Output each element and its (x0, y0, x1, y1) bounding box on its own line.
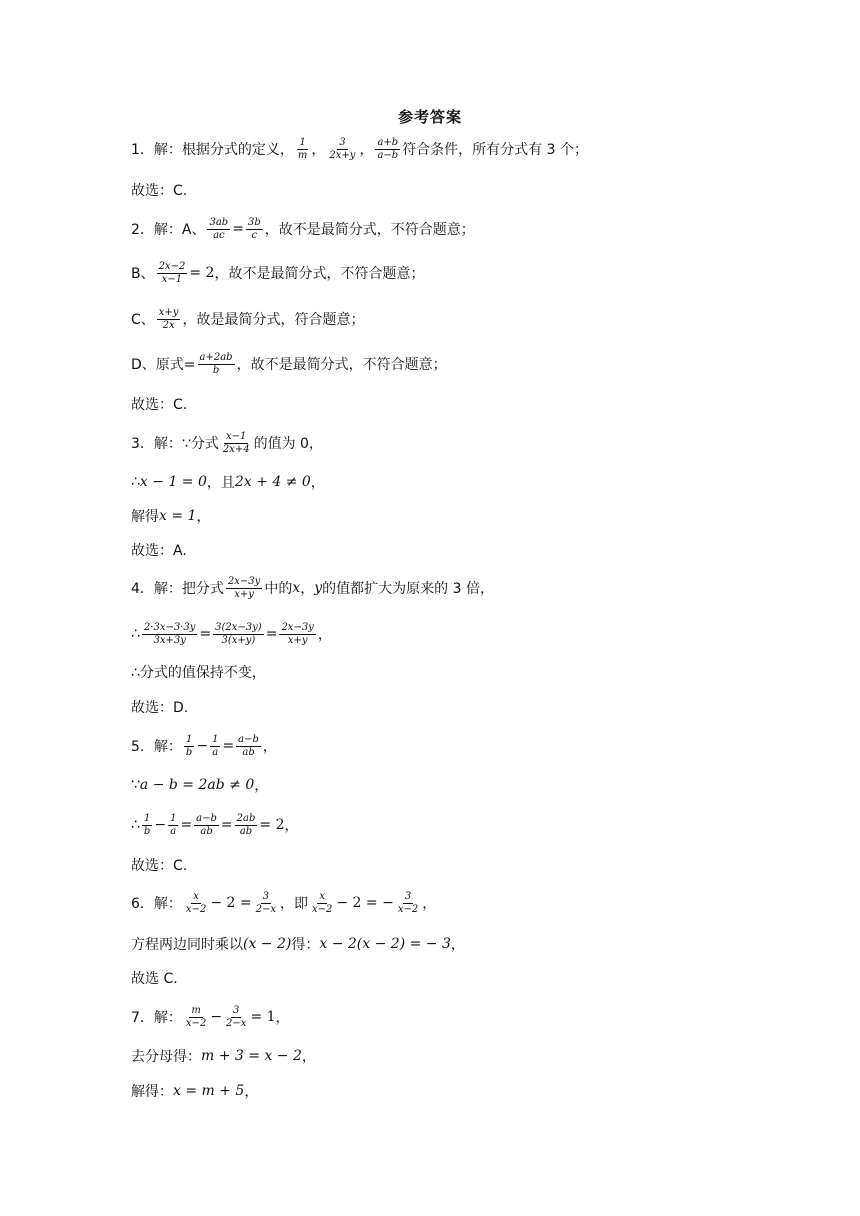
fraction (310, 891, 334, 916)
answer-4-choice (131, 692, 188, 722)
numerator: 3ab (209, 216, 229, 228)
text: ， (262, 739, 277, 755)
fraction (254, 891, 278, 916)
fraction (396, 891, 420, 916)
operator: − (196, 738, 209, 754)
answer-6-choice (131, 963, 178, 993)
denominator: a (170, 825, 177, 837)
denominator: 2x+y (329, 149, 356, 161)
fraction (157, 261, 188, 286)
math-variable: y (314, 580, 323, 596)
text: 5．解： (131, 739, 182, 755)
fraction (224, 1005, 248, 1030)
fraction (168, 813, 178, 838)
denominator: x−2 (311, 903, 333, 915)
text: ， (311, 142, 326, 158)
denominator: b (143, 825, 151, 837)
numerator: 3 (262, 890, 269, 902)
answer-2-choice (131, 389, 187, 419)
numerator: a+2ab (199, 351, 233, 363)
math-expression: x = m + 5 (173, 1083, 245, 1099)
text: 4．解：把分式 (131, 581, 224, 597)
denominator: 2x+4 (222, 443, 250, 455)
math-expression: x = 1 (159, 508, 197, 524)
answer-5-choice (131, 850, 187, 880)
text: 故选 C. (131, 971, 178, 987)
equals: = (199, 626, 212, 642)
denominator: ac (213, 229, 225, 241)
denominator: x+y (287, 634, 308, 646)
equals: = 2 (259, 817, 285, 833)
text: ，故不是最简分式，不符合题意； (264, 222, 475, 238)
operator: − 2 = − (336, 895, 394, 911)
answer-2-option-b (131, 258, 424, 288)
answer-2-option-d (131, 349, 447, 379)
operator: − (154, 817, 167, 833)
text: ， (300, 581, 315, 597)
numerator: a−b (238, 733, 259, 745)
equals: = 1 (250, 1009, 276, 1025)
math-expression: x − 2(x − 2) = − 3 (319, 936, 451, 952)
text: ，且 (206, 475, 235, 491)
fraction (296, 137, 309, 162)
denominator: c (251, 229, 258, 241)
text: ， (275, 1010, 290, 1026)
text: 解得 (131, 509, 159, 525)
text: 得： (291, 937, 320, 953)
numerator: 1 (170, 812, 177, 824)
numerator: 1 (185, 733, 193, 745)
text: ， (450, 937, 465, 953)
denominator: 2x (162, 319, 175, 331)
text: ∴ (131, 817, 140, 833)
answer-2-option-a (131, 214, 475, 244)
numerator: 3 (233, 1004, 240, 1016)
numerator: 1 (299, 136, 306, 148)
text: 6．解： (131, 896, 182, 912)
text: 2．解：A、 (131, 222, 206, 238)
text: ， (284, 818, 299, 834)
denominator: 2−x (226, 1017, 247, 1029)
answer-4-line (131, 573, 494, 603)
numerator: 2·3x−3·3y (143, 621, 196, 633)
equals: = 2 (189, 265, 215, 281)
fraction (375, 137, 400, 162)
text: ， (196, 509, 211, 525)
fraction (246, 217, 263, 242)
fraction (184, 1005, 208, 1030)
text: ，即 (279, 896, 308, 912)
fraction (236, 734, 261, 759)
numerator: 2x−3y (227, 575, 261, 587)
text: 1．解：根据分式的定义， (131, 142, 294, 158)
text: ，故不是最简分式，不符合题意； (236, 357, 447, 373)
text: ∵ (131, 777, 140, 793)
numerator: x+y (158, 306, 179, 318)
denominator: ab (242, 746, 255, 758)
numerator: 2x−3y (281, 621, 314, 633)
numerator: x (193, 890, 199, 902)
denominator: ab (200, 825, 213, 837)
denominator: 2−x (255, 903, 276, 915)
answer-1-line (131, 134, 588, 164)
denominator: x−2 (185, 1017, 207, 1029)
fraction (210, 734, 220, 759)
math-expression: m + 3 = x − 2 (201, 1048, 302, 1064)
text: ，故是最简分式，符合题意； (182, 312, 365, 328)
denominator: x−2 (185, 903, 207, 915)
denominator: b (212, 364, 220, 376)
text: 3．解：∵分式 (131, 436, 219, 452)
text: ∴ (131, 626, 140, 642)
fraction (213, 622, 264, 647)
fraction (184, 891, 208, 916)
equals: = (265, 626, 278, 642)
math-expression: x − 1 = 0 (139, 474, 207, 490)
fraction (207, 217, 230, 242)
equals: = (222, 738, 235, 754)
text: 符合条件，所有分式有 3 个； (402, 142, 588, 158)
text: 的值都扩大为原来的 3 倍， (322, 581, 494, 597)
answer-2-option-c (131, 304, 364, 334)
text: 去分母得： (131, 1049, 201, 1065)
denominator: x−1 (161, 273, 183, 285)
answer-3-condition (131, 467, 325, 497)
text: ，故不是最简分式，不符合题意； (214, 266, 425, 282)
numerator: 2x−2 (158, 260, 186, 272)
numerator: a−b (196, 812, 217, 824)
text: 方程两边同时乘以 (131, 937, 243, 953)
text: C、 (131, 312, 155, 328)
text: 故选：D. (131, 700, 189, 716)
operator: − (210, 1009, 223, 1025)
numerator: m (191, 1004, 201, 1016)
fraction (235, 813, 258, 838)
numerator: x (319, 890, 325, 902)
denominator: b (185, 746, 193, 758)
text: ， (254, 778, 269, 794)
fraction (184, 734, 194, 759)
denominator: 3(x+y) (221, 634, 256, 646)
equals: = (220, 817, 233, 833)
page-title: 参考答案 (397, 108, 462, 126)
math-expression: a − b = 2ab ≠ 0 (139, 777, 255, 793)
text: ， (422, 896, 437, 912)
numerator: 3(2x−3y) (215, 621, 262, 633)
text: ∴分式的值保持不变， (131, 665, 266, 681)
text: ∴ (131, 474, 140, 490)
denominator: x−2 (397, 903, 419, 915)
answer-7-step (131, 1041, 316, 1071)
numerator: 3 (339, 136, 346, 148)
answer-1-choice (131, 175, 187, 205)
denominator: a (212, 746, 219, 758)
answer-7-solution (131, 1076, 258, 1106)
answer-5-condition (131, 770, 268, 800)
text: 7．解： (131, 1010, 182, 1026)
text: 故选：C. (131, 183, 188, 199)
answer-6-step (131, 929, 465, 959)
text: ， (317, 627, 332, 643)
text: 的值为 0， (253, 436, 323, 452)
text: 中的 (264, 581, 293, 597)
math-variable: x (292, 580, 301, 596)
text: 故选：C. (131, 858, 188, 874)
fraction (221, 431, 252, 456)
math-expression: (x − 2) (243, 936, 292, 952)
answer-4-derivation (131, 619, 332, 649)
answer-4-conclusion (131, 657, 266, 687)
text: D、原式= (131, 357, 196, 373)
text: ， (359, 142, 374, 158)
numerator: a+b (377, 136, 399, 148)
equals: = (232, 221, 244, 237)
answer-6-line (131, 888, 436, 918)
fraction (157, 307, 181, 332)
numerator: 1 (212, 733, 219, 745)
answer-7-line (131, 1002, 290, 1032)
numerator: 3b (247, 216, 261, 228)
answer-3-choice (131, 535, 187, 565)
text: 故选：A. (131, 543, 187, 559)
answer-3-solution (131, 501, 210, 531)
math-expression: 2x + 4 ≠ 0 (234, 474, 311, 490)
fraction (226, 576, 262, 601)
numerator: 1 (143, 812, 151, 824)
text: ， (301, 1049, 316, 1065)
answer-5-line (131, 731, 277, 761)
fraction (327, 137, 357, 162)
text: B、 (131, 266, 155, 282)
answer-5-derivation (131, 810, 298, 840)
numerator: x−1 (226, 430, 247, 442)
denominator: x+y (234, 588, 254, 600)
text: 解得： (131, 1084, 173, 1100)
denominator: a−b (377, 149, 399, 161)
numerator: 2ab (236, 812, 256, 824)
denominator: 3x+3y (153, 634, 186, 646)
denominator: m (297, 149, 308, 161)
text: ， (244, 1084, 259, 1100)
text: 故选：C. (131, 397, 188, 413)
fraction (279, 622, 315, 647)
denominator: ab (239, 825, 253, 837)
fraction (194, 813, 219, 838)
fraction (142, 622, 197, 647)
answer-3-line (131, 428, 323, 458)
fraction (198, 352, 235, 377)
text: ， (310, 475, 325, 491)
operator: − 2 = (210, 895, 252, 911)
equals: = (180, 817, 193, 833)
fraction (142, 813, 152, 838)
numerator: 3 (404, 890, 412, 902)
